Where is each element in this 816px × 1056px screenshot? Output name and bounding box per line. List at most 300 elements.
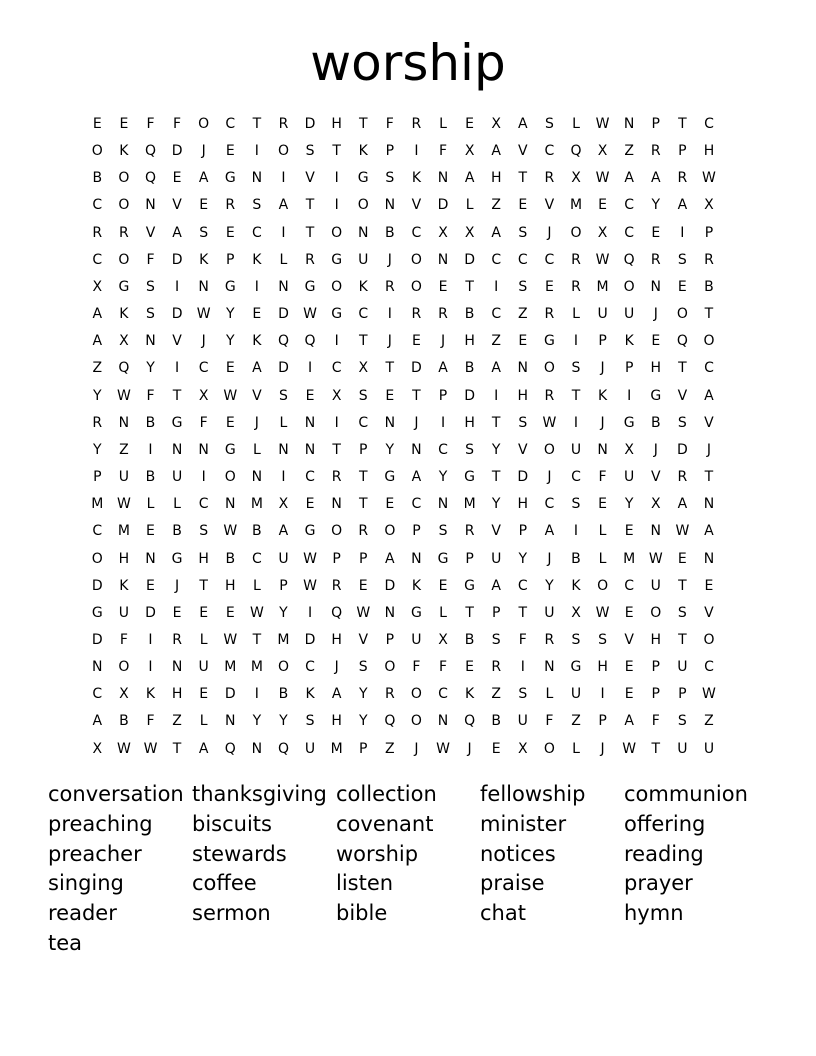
grid-letter: X [119, 333, 129, 350]
grid-letter: G [650, 387, 662, 404]
grid-letter: S [571, 631, 581, 648]
grid-letter: J [175, 577, 180, 594]
grid-letter: W [542, 414, 557, 431]
grid-letter: H [118, 550, 130, 567]
grid-letter: C [624, 197, 635, 214]
grid-letter: O [331, 523, 343, 540]
grid-letter: R [491, 659, 502, 676]
grid-letter: V [172, 197, 182, 214]
grid-letter: Q [277, 740, 289, 757]
grid-letter: Y [358, 686, 368, 703]
grid-letter: G [304, 523, 316, 540]
grid-letter: S [199, 224, 209, 241]
grid-letter: O [410, 713, 422, 730]
word-list-item: worship [336, 841, 419, 866]
grid-letter: T [465, 278, 474, 295]
grid-letter: P [412, 523, 421, 540]
grid-letter: O [357, 197, 369, 214]
grid-letter: R [438, 306, 448, 323]
grid-letter: U [118, 604, 130, 621]
grid-letter: E [518, 333, 528, 350]
grid-letter: L [252, 577, 261, 594]
grid-letter: R [704, 251, 714, 268]
grid-letter: R [411, 116, 422, 132]
grid-letter: X [704, 197, 714, 214]
grid-letter: V [624, 631, 634, 648]
grid-letter: D [676, 441, 688, 458]
grid-letter: D [171, 306, 183, 323]
grid-letter: P [359, 441, 368, 458]
grid-letter: R [384, 278, 395, 295]
grid-letter: Q [304, 333, 316, 350]
grid-letter: I [334, 170, 339, 187]
grid-letter: T [332, 441, 341, 458]
grid-letter: C [491, 251, 502, 268]
grid-letter: Y [651, 197, 661, 214]
grid-letter: A [198, 740, 209, 757]
grid-letter: G [410, 604, 422, 621]
grid-letter: X [464, 143, 475, 160]
grid-letter: T [412, 387, 421, 404]
grid-letter: E [385, 387, 395, 404]
grid-letter: A [252, 360, 262, 377]
grid-letter: E [465, 116, 475, 132]
grid-letter: O [384, 659, 396, 676]
grid-letter: M [623, 550, 636, 567]
grid-letter: X [198, 387, 209, 404]
grid-letter: I [440, 414, 446, 431]
grid-letter: O [623, 278, 635, 295]
grid-letter: S [305, 143, 315, 160]
grid-letter: F [146, 116, 155, 132]
grid-letter: A [278, 523, 289, 540]
grid-letter: N [225, 713, 236, 730]
grid-letter: T [172, 387, 182, 404]
grid-letter: Y [385, 441, 395, 458]
grid-letter: S [677, 713, 687, 730]
grid-letter: T [518, 170, 528, 187]
grid-letter: Z [624, 143, 634, 160]
grid-letter: A [438, 360, 448, 377]
grid-letter: Z [491, 197, 501, 214]
grid-letter: T [704, 306, 714, 323]
word-list-item: reading [624, 841, 704, 866]
word-list-item: collection [336, 782, 437, 806]
grid-letter: F [545, 713, 554, 730]
grid-letter: K [252, 333, 262, 350]
grid-letter: R [650, 251, 661, 268]
grid-letter: W [303, 306, 317, 323]
grid-letter: U [198, 659, 209, 676]
grid-letter: W [116, 740, 131, 757]
grid-letter: V [704, 604, 714, 621]
grid-letter: N [145, 333, 156, 350]
grid-letter: J [600, 740, 605, 757]
grid-letter: T [518, 604, 528, 621]
grid-letter: N [331, 496, 342, 513]
grid-letter: G [464, 577, 476, 594]
grid-letter: G [437, 550, 449, 567]
grid-letter: N [437, 496, 449, 513]
grid-letter: T [358, 333, 368, 350]
grid-letter: M [463, 496, 476, 513]
grid-letter: C [517, 251, 528, 268]
grid-letter: I [573, 414, 579, 431]
grid-letter: E [225, 604, 235, 621]
grid-letter: U [491, 550, 502, 567]
grid-letter: E [305, 387, 315, 404]
grid-letter: B [464, 306, 475, 323]
grid-letter: E [225, 143, 235, 160]
grid-letter: E [199, 604, 209, 621]
grid-letter: D [91, 577, 103, 594]
grid-letter: K [465, 686, 475, 703]
grid-letter: Z [518, 306, 528, 323]
grid-letter: N [251, 740, 263, 757]
grid-letter: Q [676, 333, 688, 350]
grid-letter: I [281, 170, 286, 187]
grid-letter: G [331, 306, 343, 323]
grid-letter: N [411, 550, 422, 567]
grid-letter: P [438, 387, 448, 404]
grid-letter: O [570, 224, 582, 241]
grid-letter: R [92, 224, 103, 241]
grid-letter: L [545, 686, 554, 703]
grid-letter: R [305, 251, 315, 268]
word-list [48, 780, 768, 959]
grid-letter: V [358, 631, 369, 648]
grid-letter: L [439, 116, 447, 132]
grid-letter: N [703, 550, 715, 567]
grid-letter: E [651, 333, 661, 350]
grid-letter: V [518, 441, 528, 458]
grid-letter: N [251, 469, 263, 486]
grid-letter: C [198, 496, 209, 513]
grid-letter: Q [570, 143, 582, 160]
grid-letter: X [331, 387, 342, 404]
grid-letter: J [387, 251, 392, 268]
grid-letter: C [411, 224, 422, 241]
page-title: worship [310, 34, 506, 92]
grid-letter: E [544, 278, 554, 295]
grid-letter: S [518, 278, 528, 295]
grid-letter: L [279, 251, 288, 268]
grid-letter: D [278, 360, 289, 377]
grid-letter: D [171, 143, 183, 160]
grid-letter: E [225, 414, 235, 431]
grid-letter: S [438, 523, 448, 540]
grid-letter: B [491, 713, 501, 730]
grid-letter: F [438, 143, 448, 160]
grid-letter: S [465, 441, 475, 458]
grid-letter: Y [279, 604, 288, 621]
grid-letter: P [226, 251, 235, 268]
grid-letter: S [544, 116, 554, 132]
grid-letter: E [438, 278, 448, 295]
grid-letter: I [254, 143, 259, 160]
grid-letter: C [438, 686, 448, 703]
grid-letter: I [334, 333, 339, 350]
grid-letter: S [571, 496, 581, 513]
grid-letter: Y [225, 333, 235, 350]
grid-letter: B [278, 686, 289, 703]
grid-letter: O [91, 550, 103, 567]
grid-letter: I [148, 631, 153, 648]
grid-letter: P [93, 469, 102, 486]
grid-letter: R [544, 306, 555, 323]
grid-letter: C [358, 414, 369, 431]
grid-letter: A [411, 469, 422, 486]
grid-letter: S [199, 523, 209, 540]
grid-letter: Y [146, 360, 155, 377]
grid-letter: K [358, 143, 368, 160]
grid-letter: T [704, 469, 714, 486]
grid-letter: A [385, 550, 395, 567]
grid-letter: K [411, 577, 422, 594]
grid-letter: G [171, 550, 183, 567]
grid-letter: O [650, 604, 662, 621]
grid-letter: D [91, 631, 103, 648]
grid-letter: J [467, 740, 472, 757]
grid-letter: A [92, 306, 103, 323]
word-list-item: offering [624, 811, 706, 836]
grid-letter: N [118, 414, 130, 431]
grid-letter: C [411, 496, 422, 513]
grid-letter: Q [144, 143, 156, 160]
grid-letter: C [624, 224, 635, 241]
grid-letter: N [251, 170, 263, 187]
grid-letter: C [331, 360, 342, 377]
grid-letter: Y [491, 441, 501, 458]
grid-letter: Y [225, 306, 235, 323]
grid-letter: F [518, 631, 527, 648]
grid-letter: K [305, 686, 315, 703]
grid-letter: V [411, 197, 422, 214]
grid-letter: W [116, 387, 131, 404]
grid-letter: N [384, 604, 396, 621]
grid-letter: E [252, 306, 262, 323]
grid-letter: D [411, 360, 422, 377]
grid-letter: Z [172, 713, 182, 730]
grid-letter: B [225, 550, 236, 567]
grid-letter: C [544, 251, 555, 268]
grid-letter: B [571, 550, 581, 567]
grid-letter: T [678, 360, 687, 377]
grid-letter: O [410, 278, 422, 295]
grid-letter: U [650, 577, 661, 594]
grid-letter: E [225, 360, 235, 377]
word-list-item: fellowship [480, 782, 586, 806]
grid-letter: P [651, 659, 660, 676]
word-list-item: chat [480, 901, 526, 926]
grid-letter: T [332, 143, 341, 160]
grid-letter: R [571, 251, 581, 268]
grid-letter: O [224, 469, 236, 486]
grid-letter: K [358, 278, 368, 295]
grid-letter: A [704, 523, 714, 540]
grid-letter: E [92, 116, 102, 132]
grid-letter: I [307, 360, 313, 377]
grid-letter: S [677, 251, 687, 268]
grid-letter: N [623, 116, 635, 132]
grid-letter: M [569, 197, 583, 214]
grid-letter: R [544, 387, 555, 404]
grid-letter: Y [518, 550, 528, 567]
grid-letter: X [518, 740, 528, 757]
grid-letter: H [171, 686, 183, 703]
grid-letter: G [357, 170, 369, 187]
grid-letter: B [704, 278, 714, 295]
grid-letter: E [704, 577, 714, 594]
grid-letter: G [570, 659, 582, 676]
grid-letter: O [331, 224, 343, 241]
grid-letter: S [491, 631, 501, 648]
grid-letter: E [651, 224, 661, 241]
grid-letter: K [119, 306, 129, 323]
grid-letter: W [595, 251, 610, 268]
grid-letter: T [358, 496, 368, 513]
grid-letter: C [92, 523, 103, 540]
grid-letter: K [199, 251, 209, 268]
grid-letter: U [278, 550, 289, 567]
grid-letter: K [119, 143, 129, 160]
grid-letter: H [464, 414, 475, 431]
grid-letter: A [198, 170, 209, 187]
grid-letter: X [571, 604, 581, 621]
grid-letter: I [148, 659, 153, 676]
grid-letter: T [358, 116, 368, 132]
grid-letter: R [677, 469, 688, 486]
grid-letter: I [680, 224, 685, 241]
grid-letter: W [116, 496, 131, 513]
grid-letter: C [571, 469, 581, 486]
grid-letter: T [491, 414, 501, 431]
grid-letter: G [331, 251, 343, 268]
grid-letter: C [225, 116, 236, 132]
grid-letter: N [384, 414, 396, 431]
grid-letter: O [277, 659, 289, 676]
grid-letter: F [199, 414, 208, 431]
grid-letter: I [600, 686, 605, 703]
grid-letter: I [148, 441, 153, 458]
grid-letter: E [677, 550, 687, 567]
grid-letter: N [145, 550, 156, 567]
grid-letter: V [172, 333, 182, 350]
grid-letter: T [678, 577, 687, 594]
grid-letter: V [305, 170, 315, 187]
grid-letter: P [491, 604, 501, 621]
grid-letter: V [145, 224, 156, 241]
grid-letter: A [464, 170, 475, 187]
word-list-item: notices [480, 841, 556, 866]
word-list-item: reader [48, 901, 117, 926]
grid-letter: C [491, 306, 502, 323]
grid-letter: A [92, 713, 103, 730]
grid-letter: V [252, 387, 262, 404]
grid-letter: H [597, 659, 608, 676]
grid-letter: D [224, 686, 236, 703]
grid-letter: E [598, 496, 607, 513]
grid-letter: Y [93, 387, 102, 404]
grid-letter: H [464, 333, 475, 350]
grid-letter: H [331, 713, 342, 730]
grid-letter: J [653, 441, 658, 458]
grid-letter: A [491, 224, 501, 241]
grid-letter: G [384, 469, 396, 486]
grid-letter: I [281, 469, 286, 486]
grid-letter: A [704, 387, 714, 404]
grid-letter: N [437, 251, 449, 268]
grid-letter: N [171, 441, 183, 458]
grid-letter: Q [384, 713, 396, 730]
grid-letter: F [438, 659, 448, 676]
grid-letter: R [650, 143, 661, 160]
grid-letter: F [119, 631, 128, 648]
grid-letter: I [334, 414, 339, 431]
grid-letter: E [624, 523, 634, 540]
word-list-item: biscuits [192, 811, 272, 836]
grid-letter: P [332, 550, 341, 567]
grid-letter: U [624, 306, 635, 323]
grid-letter: N [597, 441, 608, 458]
grid-letter: F [146, 251, 155, 268]
grid-letter: X [491, 116, 501, 132]
grid-letter: I [573, 333, 579, 350]
grid-letter: R [384, 686, 395, 703]
grid-letter: D [304, 116, 316, 132]
grid-letter: Y [279, 713, 288, 730]
grid-letter: I [175, 360, 180, 377]
grid-letter: Z [119, 441, 129, 458]
grid-letter: N [411, 441, 422, 458]
grid-letter: M [250, 496, 263, 513]
grid-letter: Q [331, 604, 343, 621]
grid-letter: N [304, 441, 316, 458]
grid-letter: M [224, 659, 237, 676]
grid-letter: G [118, 278, 130, 295]
grid-letter: C [305, 659, 315, 676]
grid-letter: Y [624, 496, 634, 513]
grid-letter: T [651, 740, 661, 757]
grid-letter: V [650, 469, 661, 486]
grid-letter: X [278, 496, 289, 513]
grid-letter: K [411, 170, 422, 187]
grid-letter: J [547, 224, 552, 241]
grid-letter: E [385, 496, 395, 513]
grid-letter: C [198, 360, 209, 377]
grid-letter: H [703, 143, 715, 160]
word-list-item: bible [336, 901, 388, 926]
grid-letter: S [146, 306, 155, 323]
grid-letter: W [223, 523, 238, 540]
grid-letter: O [543, 360, 555, 377]
grid-letter: E [199, 197, 209, 214]
grid-letter: E [465, 659, 475, 676]
grid-letter: D [304, 631, 316, 648]
grid-letter: E [146, 577, 155, 594]
grid-letter: R [331, 469, 342, 486]
grid-letter: H [198, 550, 209, 567]
grid-letter: C [305, 469, 315, 486]
grid-letter: W [648, 550, 663, 567]
grid-letter: E [438, 577, 448, 594]
grid-letter: D [464, 387, 475, 404]
grid-letter: W [595, 604, 610, 621]
grid-letter: R [92, 414, 103, 431]
grid-letter: B [92, 170, 103, 187]
grid-letter: F [173, 116, 182, 132]
grid-letter: A [624, 170, 634, 187]
